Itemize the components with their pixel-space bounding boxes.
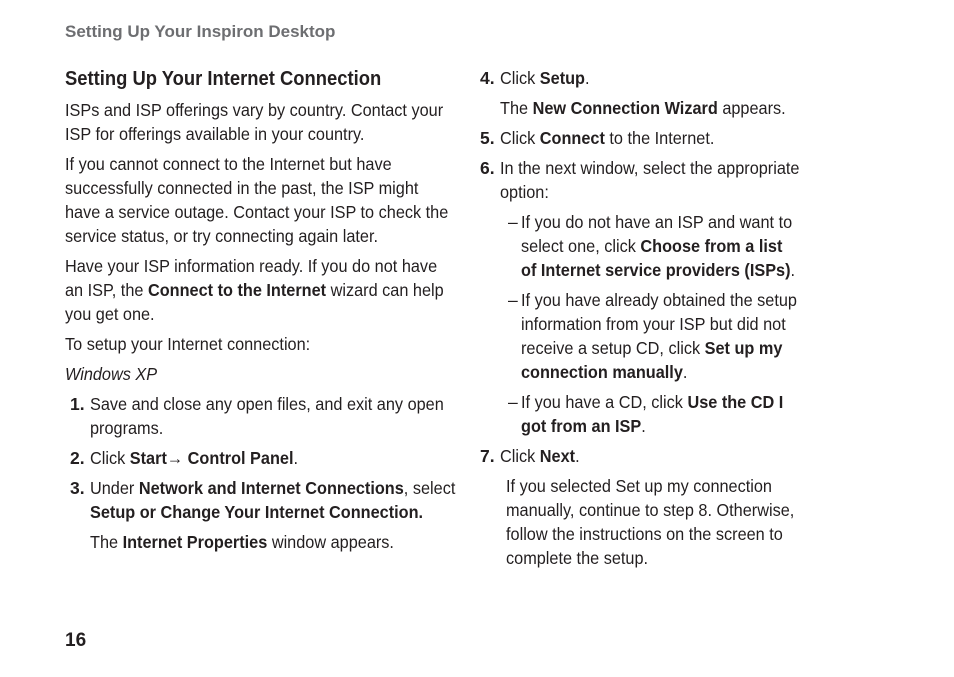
step-number: 1. bbox=[70, 394, 85, 414]
step-1 bbox=[65, 392, 455, 440]
os-label: Windows XP bbox=[65, 364, 158, 384]
step-4 bbox=[480, 66, 880, 90]
step-7 bbox=[480, 444, 880, 468]
dash-bullet: – bbox=[508, 392, 518, 412]
step-2 bbox=[65, 446, 455, 470]
step-text: Under Network and Internet Connections, select Setup or Change Your Internet Connection. bbox=[90, 478, 456, 522]
dash-bullet: – bbox=[508, 212, 518, 232]
step-text: Click Next. bbox=[500, 446, 580, 466]
option-text: If you have a CD, click Use the CD I got from an ISP. bbox=[521, 392, 784, 436]
step-number: 2. bbox=[70, 448, 85, 468]
step-6 bbox=[480, 156, 880, 204]
step-text: Click Setup. bbox=[500, 68, 590, 88]
step-number: 3. bbox=[70, 478, 85, 498]
paragraph-setup-intro: To setup your Internet connection: bbox=[65, 334, 311, 354]
option-no-isp bbox=[506, 210, 880, 282]
paragraph-isp-offerings: ISPs and ISP offerings vary by country. Contact your ISP for offerings available in your country. bbox=[65, 100, 444, 144]
dash-bullet: – bbox=[508, 290, 518, 310]
step-number: 5. bbox=[480, 128, 495, 148]
step-number: 7. bbox=[480, 446, 495, 466]
option-text: If you have already obtained the setup information from your ISP but did not receive a setup CD, click Set up my connection manually. bbox=[521, 290, 797, 382]
step-text: Click Start→ Control Panel. bbox=[90, 448, 299, 468]
option-cd bbox=[506, 390, 880, 438]
option-text: If you do not have an ISP and want to select one, click Choose from a list of Internet service providers (ISPs). bbox=[521, 212, 796, 280]
step-5 bbox=[480, 126, 880, 150]
running-header: Setting Up Your Inspiron Desktop bbox=[65, 22, 336, 41]
step-text: Save and close any open files, and exit any open programs. bbox=[90, 394, 444, 438]
step-text: In the next window, select the appropriate option: bbox=[500, 158, 800, 202]
section-title: Setting Up Your Internet Connection bbox=[65, 68, 382, 90]
wizard-name: Connect to the Internet bbox=[147, 280, 327, 300]
step-number: 4. bbox=[480, 68, 495, 88]
paragraph-outage: If you cannot connect to the Internet but have successfully connected in the past, the ISP might have a service outage. Contact your ISP to check the service status, or try connecting again later. bbox=[65, 154, 449, 246]
right-column bbox=[480, 66, 880, 576]
option-manual-setup bbox=[506, 288, 880, 384]
page-number: 16 bbox=[65, 630, 87, 651]
step-4-note: The New Connection Wizard appears. bbox=[500, 98, 786, 118]
paragraph-isp-info: Have your ISP information ready. If you do not have an ISP, the Connect to the Internet wizard can help you get one. bbox=[65, 256, 444, 324]
step-number: 6. bbox=[480, 158, 495, 178]
step-3-note: The Internet Properties window appears. bbox=[90, 532, 394, 552]
step-text: Click Connect to the Internet. bbox=[500, 128, 715, 148]
left-column bbox=[65, 66, 455, 560]
step-7-note: If you selected Set up my connection manually, continue to step 8. Otherwise, follow the instructions on the screen to complete the setup. bbox=[506, 476, 795, 568]
step-3 bbox=[65, 476, 455, 524]
